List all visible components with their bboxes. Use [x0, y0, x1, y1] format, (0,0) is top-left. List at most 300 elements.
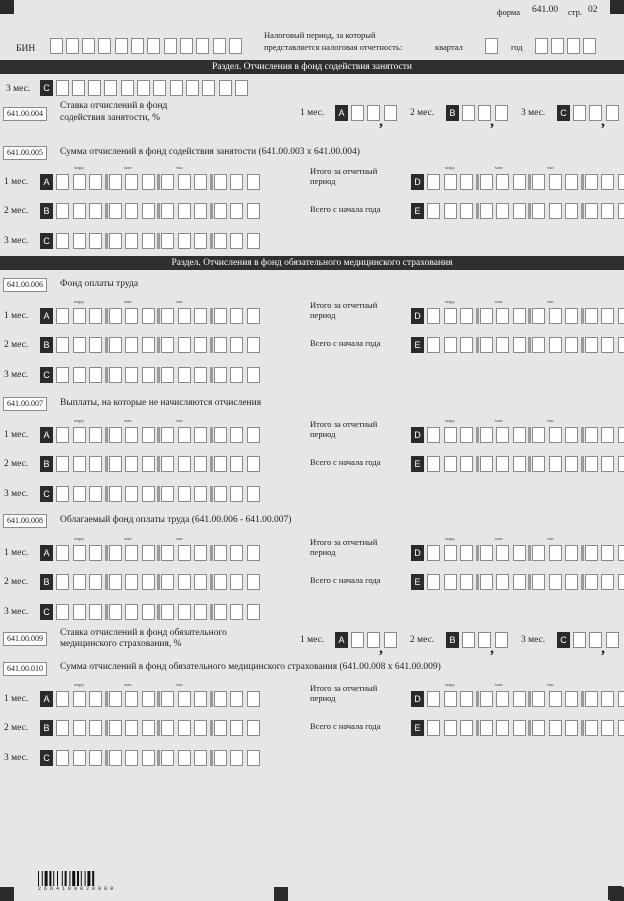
amount-digit-cell[interactable]	[194, 367, 207, 383]
amount-digit-cell[interactable]	[513, 574, 526, 590]
amount-digit-cell[interactable]	[109, 720, 122, 736]
amount-digit-cell[interactable]	[142, 427, 155, 443]
amount-digit-cell[interactable]	[480, 308, 493, 324]
amount-digit-cell[interactable]	[480, 203, 493, 219]
amount-digit-cell[interactable]	[178, 486, 191, 502]
amount-digit-cell[interactable]	[460, 174, 473, 190]
input-cell[interactable]	[573, 105, 586, 121]
input-cell[interactable]	[137, 80, 150, 96]
amount-digit-cell[interactable]	[532, 545, 545, 561]
amount-digit-cell[interactable]	[532, 574, 545, 590]
amount-digit-cell[interactable]	[161, 691, 174, 707]
amount-digit-cell[interactable]	[214, 486, 227, 502]
amount-digit-cell[interactable]	[230, 486, 243, 502]
amount-digit-cell[interactable]	[73, 604, 86, 620]
input-cell[interactable]	[186, 80, 199, 96]
amount-digit-cell[interactable]	[549, 574, 562, 590]
amount-digit-cell[interactable]	[480, 574, 493, 590]
amount-digit-cell[interactable]	[460, 337, 473, 353]
amount-digit-cell[interactable]	[89, 427, 102, 443]
amount-digit-cell[interactable]	[565, 545, 578, 561]
amount-digit-cell[interactable]	[601, 427, 614, 443]
amount-digit-cell[interactable]	[230, 691, 243, 707]
amount-digit-cell[interactable]	[56, 456, 69, 472]
amount-digit-cell[interactable]	[230, 750, 243, 766]
amount-digit-cell[interactable]	[480, 720, 493, 736]
amount-digit-cell[interactable]	[214, 456, 227, 472]
bin-digit-cell[interactable]	[196, 38, 209, 54]
amount-digit-cell[interactable]	[142, 233, 155, 249]
amount-digit-cell[interactable]	[532, 337, 545, 353]
amount-digit-cell[interactable]	[109, 174, 122, 190]
amount-digit-cell[interactable]	[565, 174, 578, 190]
amount-digit-cell[interactable]	[460, 720, 473, 736]
amount-digit-cell[interactable]	[142, 486, 155, 502]
amount-digit-cell[interactable]	[496, 691, 509, 707]
amount-digit-cell[interactable]	[161, 427, 174, 443]
bin-digit-cell[interactable]	[131, 38, 144, 54]
amount-digit-cell[interactable]	[601, 203, 614, 219]
amount-digit-cell[interactable]	[444, 720, 457, 736]
bin-digit-cell[interactable]	[98, 38, 111, 54]
amount-digit-cell[interactable]	[214, 574, 227, 590]
amount-digit-cell[interactable]	[496, 427, 509, 443]
amount-digit-cell[interactable]	[496, 720, 509, 736]
amount-digit-cell[interactable]	[194, 203, 207, 219]
amount-digit-cell[interactable]	[496, 174, 509, 190]
amount-digit-cell[interactable]	[480, 427, 493, 443]
input-cell[interactable]	[72, 80, 85, 96]
amount-digit-cell[interactable]	[601, 574, 614, 590]
amount-digit-cell[interactable]	[532, 456, 545, 472]
amount-digit-cell[interactable]	[460, 308, 473, 324]
amount-digit-cell[interactable]	[230, 456, 243, 472]
input-cell[interactable]	[495, 105, 508, 121]
amount-digit-cell[interactable]	[247, 691, 260, 707]
amount-digit-cell[interactable]	[194, 574, 207, 590]
amount-digit-cell[interactable]	[73, 750, 86, 766]
amount-digit-cell[interactable]	[513, 337, 526, 353]
amount-digit-cell[interactable]	[496, 308, 509, 324]
amount-digit-cell[interactable]	[194, 427, 207, 443]
amount-digit-cell[interactable]	[73, 486, 86, 502]
amount-digit-cell[interactable]	[56, 367, 69, 383]
amount-digit-cell[interactable]	[618, 337, 624, 353]
amount-digit-cell[interactable]	[142, 545, 155, 561]
amount-digit-cell[interactable]	[89, 545, 102, 561]
amount-digit-cell[interactable]	[178, 174, 191, 190]
bin-digit-cell[interactable]	[115, 38, 128, 54]
amount-digit-cell[interactable]	[161, 486, 174, 502]
amount-digit-cell[interactable]	[56, 427, 69, 443]
amount-digit-cell[interactable]	[247, 720, 260, 736]
input-cell[interactable]	[219, 80, 232, 96]
amount-digit-cell[interactable]	[178, 691, 191, 707]
amount-digit-cell[interactable]	[161, 456, 174, 472]
amount-digit-cell[interactable]	[565, 427, 578, 443]
amount-digit-cell[interactable]	[513, 456, 526, 472]
amount-digit-cell[interactable]	[230, 174, 243, 190]
amount-digit-cell[interactable]	[194, 691, 207, 707]
amount-digit-cell[interactable]	[549, 203, 562, 219]
amount-digit-cell[interactable]	[585, 427, 598, 443]
amount-digit-cell[interactable]	[194, 486, 207, 502]
bin-digit-cell[interactable]	[229, 38, 242, 54]
amount-digit-cell[interactable]	[178, 456, 191, 472]
amount-digit-cell[interactable]	[214, 308, 227, 324]
amount-digit-cell[interactable]	[142, 691, 155, 707]
amount-digit-cell[interactable]	[247, 456, 260, 472]
amount-digit-cell[interactable]	[56, 545, 69, 561]
amount-digit-cell[interactable]	[109, 308, 122, 324]
amount-digit-cell[interactable]	[178, 604, 191, 620]
amount-digit-cell[interactable]	[194, 337, 207, 353]
amount-digit-cell[interactable]	[89, 174, 102, 190]
amount-digit-cell[interactable]	[549, 545, 562, 561]
amount-digit-cell[interactable]	[549, 720, 562, 736]
input-cell[interactable]	[351, 632, 364, 648]
input-cell[interactable]	[88, 80, 101, 96]
amount-digit-cell[interactable]	[565, 691, 578, 707]
amount-digit-cell[interactable]	[618, 545, 624, 561]
amount-digit-cell[interactable]	[480, 337, 493, 353]
amount-digit-cell[interactable]	[601, 545, 614, 561]
amount-digit-cell[interactable]	[178, 367, 191, 383]
amount-digit-cell[interactable]	[601, 691, 614, 707]
amount-digit-cell[interactable]	[125, 750, 138, 766]
bin-digit-cell[interactable]	[164, 38, 177, 54]
year-digit-cell[interactable]	[567, 38, 580, 54]
input-cell[interactable]	[606, 105, 619, 121]
input-cell[interactable]	[153, 80, 166, 96]
amount-digit-cell[interactable]	[532, 203, 545, 219]
amount-digit-cell[interactable]	[585, 174, 598, 190]
amount-digit-cell[interactable]	[178, 203, 191, 219]
input-cell[interactable]	[384, 632, 397, 648]
amount-digit-cell[interactable]	[618, 456, 624, 472]
amount-digit-cell[interactable]	[585, 574, 598, 590]
amount-digit-cell[interactable]	[161, 367, 174, 383]
amount-digit-cell[interactable]	[178, 545, 191, 561]
amount-digit-cell[interactable]	[460, 545, 473, 561]
input-cell[interactable]	[202, 80, 215, 96]
amount-digit-cell[interactable]	[73, 367, 86, 383]
amount-digit-cell[interactable]	[247, 750, 260, 766]
amount-digit-cell[interactable]	[161, 174, 174, 190]
amount-digit-cell[interactable]	[444, 174, 457, 190]
amount-digit-cell[interactable]	[161, 750, 174, 766]
amount-digit-cell[interactable]	[73, 203, 86, 219]
amount-digit-cell[interactable]	[161, 545, 174, 561]
amount-digit-cell[interactable]	[109, 750, 122, 766]
amount-digit-cell[interactable]	[73, 691, 86, 707]
amount-digit-cell[interactable]	[549, 308, 562, 324]
amount-digit-cell[interactable]	[549, 456, 562, 472]
amount-digit-cell[interactable]	[247, 427, 260, 443]
amount-digit-cell[interactable]	[161, 604, 174, 620]
amount-digit-cell[interactable]	[142, 456, 155, 472]
amount-digit-cell[interactable]	[89, 456, 102, 472]
amount-digit-cell[interactable]	[444, 308, 457, 324]
amount-digit-cell[interactable]	[89, 367, 102, 383]
amount-digit-cell[interactable]	[230, 337, 243, 353]
amount-digit-cell[interactable]	[601, 720, 614, 736]
amount-digit-cell[interactable]	[444, 574, 457, 590]
input-cell[interactable]	[462, 105, 475, 121]
year-digit-cell[interactable]	[551, 38, 564, 54]
amount-digit-cell[interactable]	[247, 604, 260, 620]
amount-digit-cell[interactable]	[247, 174, 260, 190]
amount-digit-cell[interactable]	[214, 604, 227, 620]
bin-digit-cell[interactable]	[82, 38, 95, 54]
amount-digit-cell[interactable]	[178, 337, 191, 353]
amount-digit-cell[interactable]	[460, 427, 473, 443]
amount-digit-cell[interactable]	[247, 233, 260, 249]
amount-digit-cell[interactable]	[56, 691, 69, 707]
amount-digit-cell[interactable]	[56, 337, 69, 353]
amount-digit-cell[interactable]	[496, 456, 509, 472]
amount-digit-cell[interactable]	[601, 308, 614, 324]
amount-digit-cell[interactable]	[549, 691, 562, 707]
amount-digit-cell[interactable]	[585, 308, 598, 324]
amount-digit-cell[interactable]	[56, 486, 69, 502]
amount-digit-cell[interactable]	[73, 174, 86, 190]
amount-digit-cell[interactable]	[230, 545, 243, 561]
amount-digit-cell[interactable]	[178, 720, 191, 736]
amount-digit-cell[interactable]	[161, 308, 174, 324]
amount-digit-cell[interactable]	[194, 750, 207, 766]
amount-digit-cell[interactable]	[230, 720, 243, 736]
amount-digit-cell[interactable]	[214, 720, 227, 736]
amount-digit-cell[interactable]	[73, 427, 86, 443]
amount-digit-cell[interactable]	[73, 456, 86, 472]
amount-digit-cell[interactable]	[247, 308, 260, 324]
amount-digit-cell[interactable]	[532, 427, 545, 443]
amount-digit-cell[interactable]	[142, 604, 155, 620]
amount-digit-cell[interactable]	[532, 691, 545, 707]
amount-digit-cell[interactable]	[618, 427, 624, 443]
amount-digit-cell[interactable]	[142, 203, 155, 219]
amount-digit-cell[interactable]	[89, 486, 102, 502]
amount-digit-cell[interactable]	[73, 545, 86, 561]
amount-digit-cell[interactable]	[460, 691, 473, 707]
amount-digit-cell[interactable]	[247, 545, 260, 561]
amount-digit-cell[interactable]	[178, 427, 191, 443]
amount-digit-cell[interactable]	[427, 174, 440, 190]
amount-digit-cell[interactable]	[194, 545, 207, 561]
amount-digit-cell[interactable]	[89, 604, 102, 620]
amount-digit-cell[interactable]	[178, 233, 191, 249]
amount-digit-cell[interactable]	[125, 486, 138, 502]
amount-digit-cell[interactable]	[618, 308, 624, 324]
amount-digit-cell[interactable]	[194, 604, 207, 620]
amount-digit-cell[interactable]	[230, 233, 243, 249]
amount-digit-cell[interactable]	[247, 486, 260, 502]
amount-digit-cell[interactable]	[444, 456, 457, 472]
amount-digit-cell[interactable]	[444, 691, 457, 707]
amount-digit-cell[interactable]	[444, 545, 457, 561]
amount-digit-cell[interactable]	[532, 720, 545, 736]
amount-digit-cell[interactable]	[549, 427, 562, 443]
amount-digit-cell[interactable]	[480, 545, 493, 561]
input-cell[interactable]	[121, 80, 134, 96]
amount-digit-cell[interactable]	[247, 574, 260, 590]
bin-digit-cell[interactable]	[147, 38, 160, 54]
amount-digit-cell[interactable]	[56, 750, 69, 766]
amount-digit-cell[interactable]	[444, 427, 457, 443]
amount-digit-cell[interactable]	[427, 720, 440, 736]
amount-digit-cell[interactable]	[109, 337, 122, 353]
amount-digit-cell[interactable]	[601, 456, 614, 472]
amount-digit-cell[interactable]	[161, 203, 174, 219]
amount-digit-cell[interactable]	[161, 233, 174, 249]
amount-digit-cell[interactable]	[230, 574, 243, 590]
bin-digit-cell[interactable]	[213, 38, 226, 54]
amount-digit-cell[interactable]	[585, 203, 598, 219]
amount-digit-cell[interactable]	[89, 750, 102, 766]
amount-digit-cell[interactable]	[618, 174, 624, 190]
amount-digit-cell[interactable]	[194, 308, 207, 324]
amount-digit-cell[interactable]	[73, 720, 86, 736]
amount-digit-cell[interactable]	[496, 545, 509, 561]
input-cell[interactable]	[384, 105, 397, 121]
amount-digit-cell[interactable]	[513, 203, 526, 219]
amount-digit-cell[interactable]	[73, 233, 86, 249]
amount-digit-cell[interactable]	[214, 750, 227, 766]
amount-digit-cell[interactable]	[161, 720, 174, 736]
amount-digit-cell[interactable]	[125, 604, 138, 620]
amount-digit-cell[interactable]	[513, 427, 526, 443]
amount-digit-cell[interactable]	[109, 427, 122, 443]
amount-digit-cell[interactable]	[460, 574, 473, 590]
amount-digit-cell[interactable]	[56, 574, 69, 590]
amount-digit-cell[interactable]	[125, 720, 138, 736]
amount-digit-cell[interactable]	[109, 574, 122, 590]
amount-digit-cell[interactable]	[178, 574, 191, 590]
amount-digit-cell[interactable]	[161, 574, 174, 590]
amount-digit-cell[interactable]	[444, 203, 457, 219]
amount-digit-cell[interactable]	[194, 233, 207, 249]
amount-digit-cell[interactable]	[565, 574, 578, 590]
amount-digit-cell[interactable]	[230, 367, 243, 383]
amount-digit-cell[interactable]	[427, 456, 440, 472]
amount-digit-cell[interactable]	[513, 545, 526, 561]
amount-digit-cell[interactable]	[142, 174, 155, 190]
amount-digit-cell[interactable]	[532, 308, 545, 324]
input-cell[interactable]	[351, 105, 364, 121]
amount-digit-cell[interactable]	[513, 308, 526, 324]
amount-digit-cell[interactable]	[480, 174, 493, 190]
amount-digit-cell[interactable]	[109, 367, 122, 383]
year-digit-cell[interactable]	[583, 38, 596, 54]
amount-digit-cell[interactable]	[214, 427, 227, 443]
amount-digit-cell[interactable]	[585, 691, 598, 707]
amount-digit-cell[interactable]	[56, 203, 69, 219]
year-digit-cell[interactable]	[535, 38, 548, 54]
amount-digit-cell[interactable]	[214, 233, 227, 249]
amount-digit-cell[interactable]	[125, 456, 138, 472]
input-cell[interactable]	[606, 632, 619, 648]
amount-digit-cell[interactable]	[247, 337, 260, 353]
amount-digit-cell[interactable]	[480, 691, 493, 707]
amount-digit-cell[interactable]	[142, 308, 155, 324]
amount-digit-cell[interactable]	[585, 337, 598, 353]
amount-digit-cell[interactable]	[214, 367, 227, 383]
amount-digit-cell[interactable]	[73, 574, 86, 590]
amount-digit-cell[interactable]	[214, 203, 227, 219]
amount-digit-cell[interactable]	[109, 203, 122, 219]
amount-digit-cell[interactable]	[565, 337, 578, 353]
amount-digit-cell[interactable]	[142, 750, 155, 766]
amount-digit-cell[interactable]	[496, 337, 509, 353]
amount-digit-cell[interactable]	[73, 308, 86, 324]
amount-digit-cell[interactable]	[601, 337, 614, 353]
amount-digit-cell[interactable]	[427, 691, 440, 707]
amount-digit-cell[interactable]	[89, 691, 102, 707]
input-cell[interactable]	[104, 80, 117, 96]
amount-digit-cell[interactable]	[565, 203, 578, 219]
amount-digit-cell[interactable]	[496, 574, 509, 590]
amount-digit-cell[interactable]	[109, 545, 122, 561]
amount-digit-cell[interactable]	[230, 427, 243, 443]
amount-digit-cell[interactable]	[142, 337, 155, 353]
amount-digit-cell[interactable]	[427, 337, 440, 353]
amount-digit-cell[interactable]	[142, 720, 155, 736]
amount-digit-cell[interactable]	[56, 233, 69, 249]
amount-digit-cell[interactable]	[601, 174, 614, 190]
amount-digit-cell[interactable]	[109, 604, 122, 620]
amount-digit-cell[interactable]	[178, 750, 191, 766]
amount-digit-cell[interactable]	[109, 233, 122, 249]
amount-digit-cell[interactable]	[444, 337, 457, 353]
amount-digit-cell[interactable]	[460, 456, 473, 472]
amount-digit-cell[interactable]	[56, 308, 69, 324]
amount-digit-cell[interactable]	[214, 545, 227, 561]
bin-digit-cell[interactable]	[66, 38, 79, 54]
amount-digit-cell[interactable]	[230, 203, 243, 219]
amount-digit-cell[interactable]	[109, 691, 122, 707]
amount-digit-cell[interactable]	[565, 720, 578, 736]
amount-digit-cell[interactable]	[427, 545, 440, 561]
amount-digit-cell[interactable]	[56, 720, 69, 736]
input-cell[interactable]	[573, 632, 586, 648]
amount-digit-cell[interactable]	[109, 456, 122, 472]
amount-digit-cell[interactable]	[513, 720, 526, 736]
amount-digit-cell[interactable]	[194, 174, 207, 190]
amount-digit-cell[interactable]	[109, 486, 122, 502]
amount-digit-cell[interactable]	[73, 337, 86, 353]
amount-digit-cell[interactable]	[549, 174, 562, 190]
amount-digit-cell[interactable]	[125, 545, 138, 561]
amount-digit-cell[interactable]	[142, 574, 155, 590]
amount-digit-cell[interactable]	[480, 456, 493, 472]
amount-digit-cell[interactable]	[56, 604, 69, 620]
amount-digit-cell[interactable]	[549, 337, 562, 353]
amount-digit-cell[interactable]	[89, 574, 102, 590]
amount-digit-cell[interactable]	[56, 174, 69, 190]
amount-digit-cell[interactable]	[194, 456, 207, 472]
amount-digit-cell[interactable]	[618, 574, 624, 590]
amount-digit-cell[interactable]	[142, 367, 155, 383]
input-cell[interactable]	[56, 80, 69, 96]
amount-digit-cell[interactable]	[214, 691, 227, 707]
amount-digit-cell[interactable]	[178, 308, 191, 324]
amount-digit-cell[interactable]	[427, 308, 440, 324]
amount-digit-cell[interactable]	[89, 203, 102, 219]
amount-digit-cell[interactable]	[125, 574, 138, 590]
amount-digit-cell[interactable]	[618, 720, 624, 736]
amount-digit-cell[interactable]	[89, 337, 102, 353]
